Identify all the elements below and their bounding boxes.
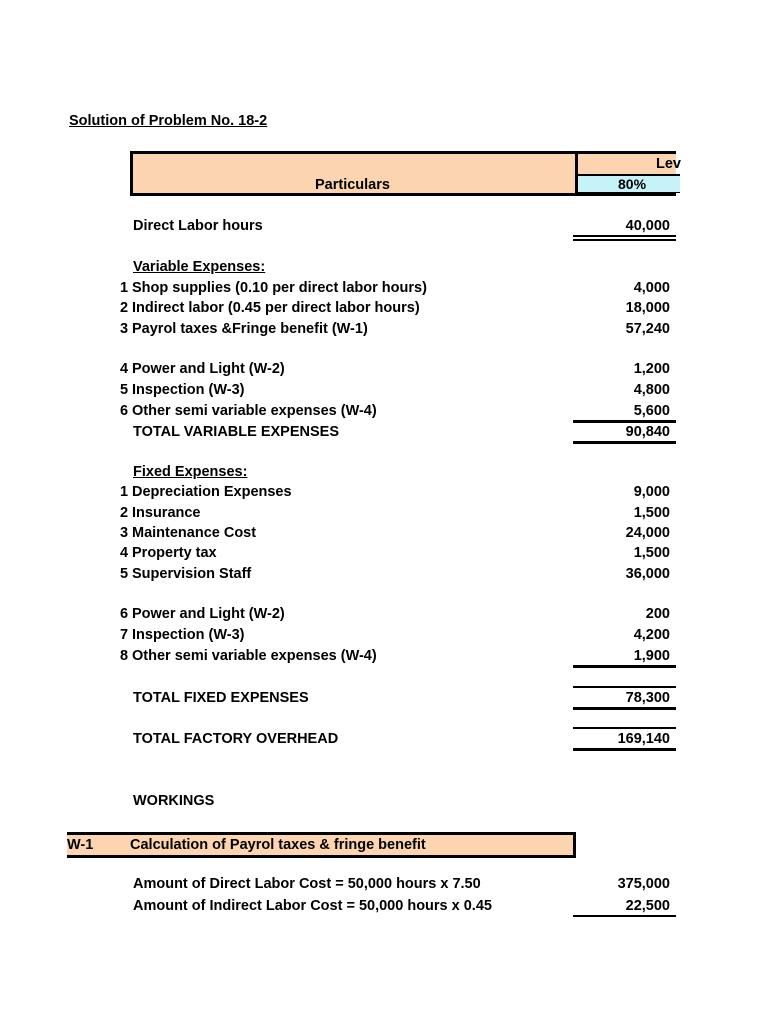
list-item-label: Payrol taxes &Fringe benefit (W-1) (132, 321, 368, 337)
direct-labor-value: 40,000 (625, 218, 670, 234)
overhead-label: TOTAL FACTORY OVERHEAD (133, 731, 339, 747)
list-item-index: 7 (120, 627, 129, 643)
list-item-label: Power and Light (W-2) (132, 606, 285, 622)
particulars-header: Particulars (315, 177, 390, 193)
overhead-value: 169,140 (617, 731, 670, 747)
list-item-label: Maintenance Cost (132, 525, 257, 541)
list-item-label: Insurance (132, 505, 201, 521)
total-rule (573, 915, 676, 917)
list-item-index: 6 (120, 606, 129, 622)
total-rule (573, 686, 676, 688)
list-item-index: 1 (120, 484, 129, 500)
working-line-label: Amount of Direct Labor Cost = 50,000 hours x 7.50 (133, 876, 481, 892)
list-item-value: 5,600 (633, 403, 670, 419)
percent-cell (576, 174, 680, 193)
list-item-index: 5 (120, 566, 129, 582)
fixed-total-label: TOTAL FIXED EXPENSES (133, 690, 309, 706)
list-item-label: Power and Light (W-2) (132, 361, 285, 377)
list-item-index: 8 (120, 648, 129, 664)
list-item-value: 4,800 (633, 382, 670, 398)
total-rule (573, 441, 676, 444)
list-item-index: 2 (120, 505, 129, 521)
list-item-value: 4,200 (633, 627, 670, 643)
list-item-index: 4 (120, 361, 129, 377)
list-item-label: Depreciation Expenses (132, 484, 292, 500)
total-rule (573, 420, 676, 423)
list-item-value: 1,500 (633, 545, 670, 561)
list-item-label: Property tax (132, 545, 217, 561)
list-item-label: Inspection (W-3) (132, 382, 245, 398)
list-item-label: Other semi variable expenses (W-4) (132, 648, 377, 664)
working-line-label: Amount of Indirect Labor Cost = 50,000 hours x 0.45 (133, 898, 492, 914)
direct-labor-label: Direct Labor hours (133, 218, 263, 234)
double-rule (573, 235, 676, 237)
list-item-index: 5 (120, 382, 129, 398)
double-rule (573, 239, 676, 241)
variable-total-value: 90,840 (625, 424, 670, 440)
list-item-value: 1,200 (633, 361, 670, 377)
list-item-label: Inspection (W-3) (132, 627, 245, 643)
working-line-value: 375,000 (617, 876, 670, 892)
total-rule (573, 727, 676, 729)
fixed-total-value: 78,300 (625, 690, 670, 706)
total-rule (573, 707, 676, 710)
w1-header (67, 832, 576, 858)
list-item-index: 6 (120, 403, 129, 419)
list-item-value: 9,000 (633, 484, 670, 500)
list-item-value: 18,000 (625, 300, 670, 316)
percent-label: 80% (618, 176, 647, 192)
level-header: Lev (656, 156, 681, 172)
list-item-index: 3 (120, 525, 129, 541)
w1-title: Calculation of Payrol taxes & fringe benefit (130, 837, 426, 853)
variable-total-label: TOTAL VARIABLE EXPENSES (133, 424, 339, 440)
fixed-heading: Fixed Expenses: (133, 464, 248, 480)
list-item-index: 2 (120, 300, 129, 316)
list-item-index: 1 (120, 280, 129, 296)
list-item-label: Shop supplies (0.10 per direct labor hours) (132, 280, 427, 296)
list-item-value: 200 (645, 606, 670, 622)
variable-heading: Variable Expenses: (133, 259, 266, 275)
list-item-value: 1,500 (633, 505, 670, 521)
list-item-value: 4,000 (633, 280, 670, 296)
list-item-value: 36,000 (625, 566, 670, 582)
total-rule (573, 665, 676, 668)
list-item-index: 4 (120, 545, 129, 561)
workings-heading: WORKINGS (133, 793, 215, 809)
w1-tag: W-1 (67, 837, 94, 853)
total-rule (573, 748, 676, 751)
list-item-value: 24,000 (625, 525, 670, 541)
list-item-index: 3 (120, 321, 129, 337)
table-header (130, 151, 681, 196)
list-item-value: 1,900 (633, 648, 670, 664)
list-item-label: Other semi variable expenses (W-4) (132, 403, 377, 419)
list-item-value: 57,240 (625, 321, 670, 337)
working-line-value: 22,500 (625, 898, 670, 914)
list-item-label: Indirect labor (0.45 per direct labor hours) (132, 300, 420, 316)
page-title: Solution of Problem No. 18-2 (69, 113, 268, 129)
list-item-label: Supervision Staff (132, 566, 252, 582)
